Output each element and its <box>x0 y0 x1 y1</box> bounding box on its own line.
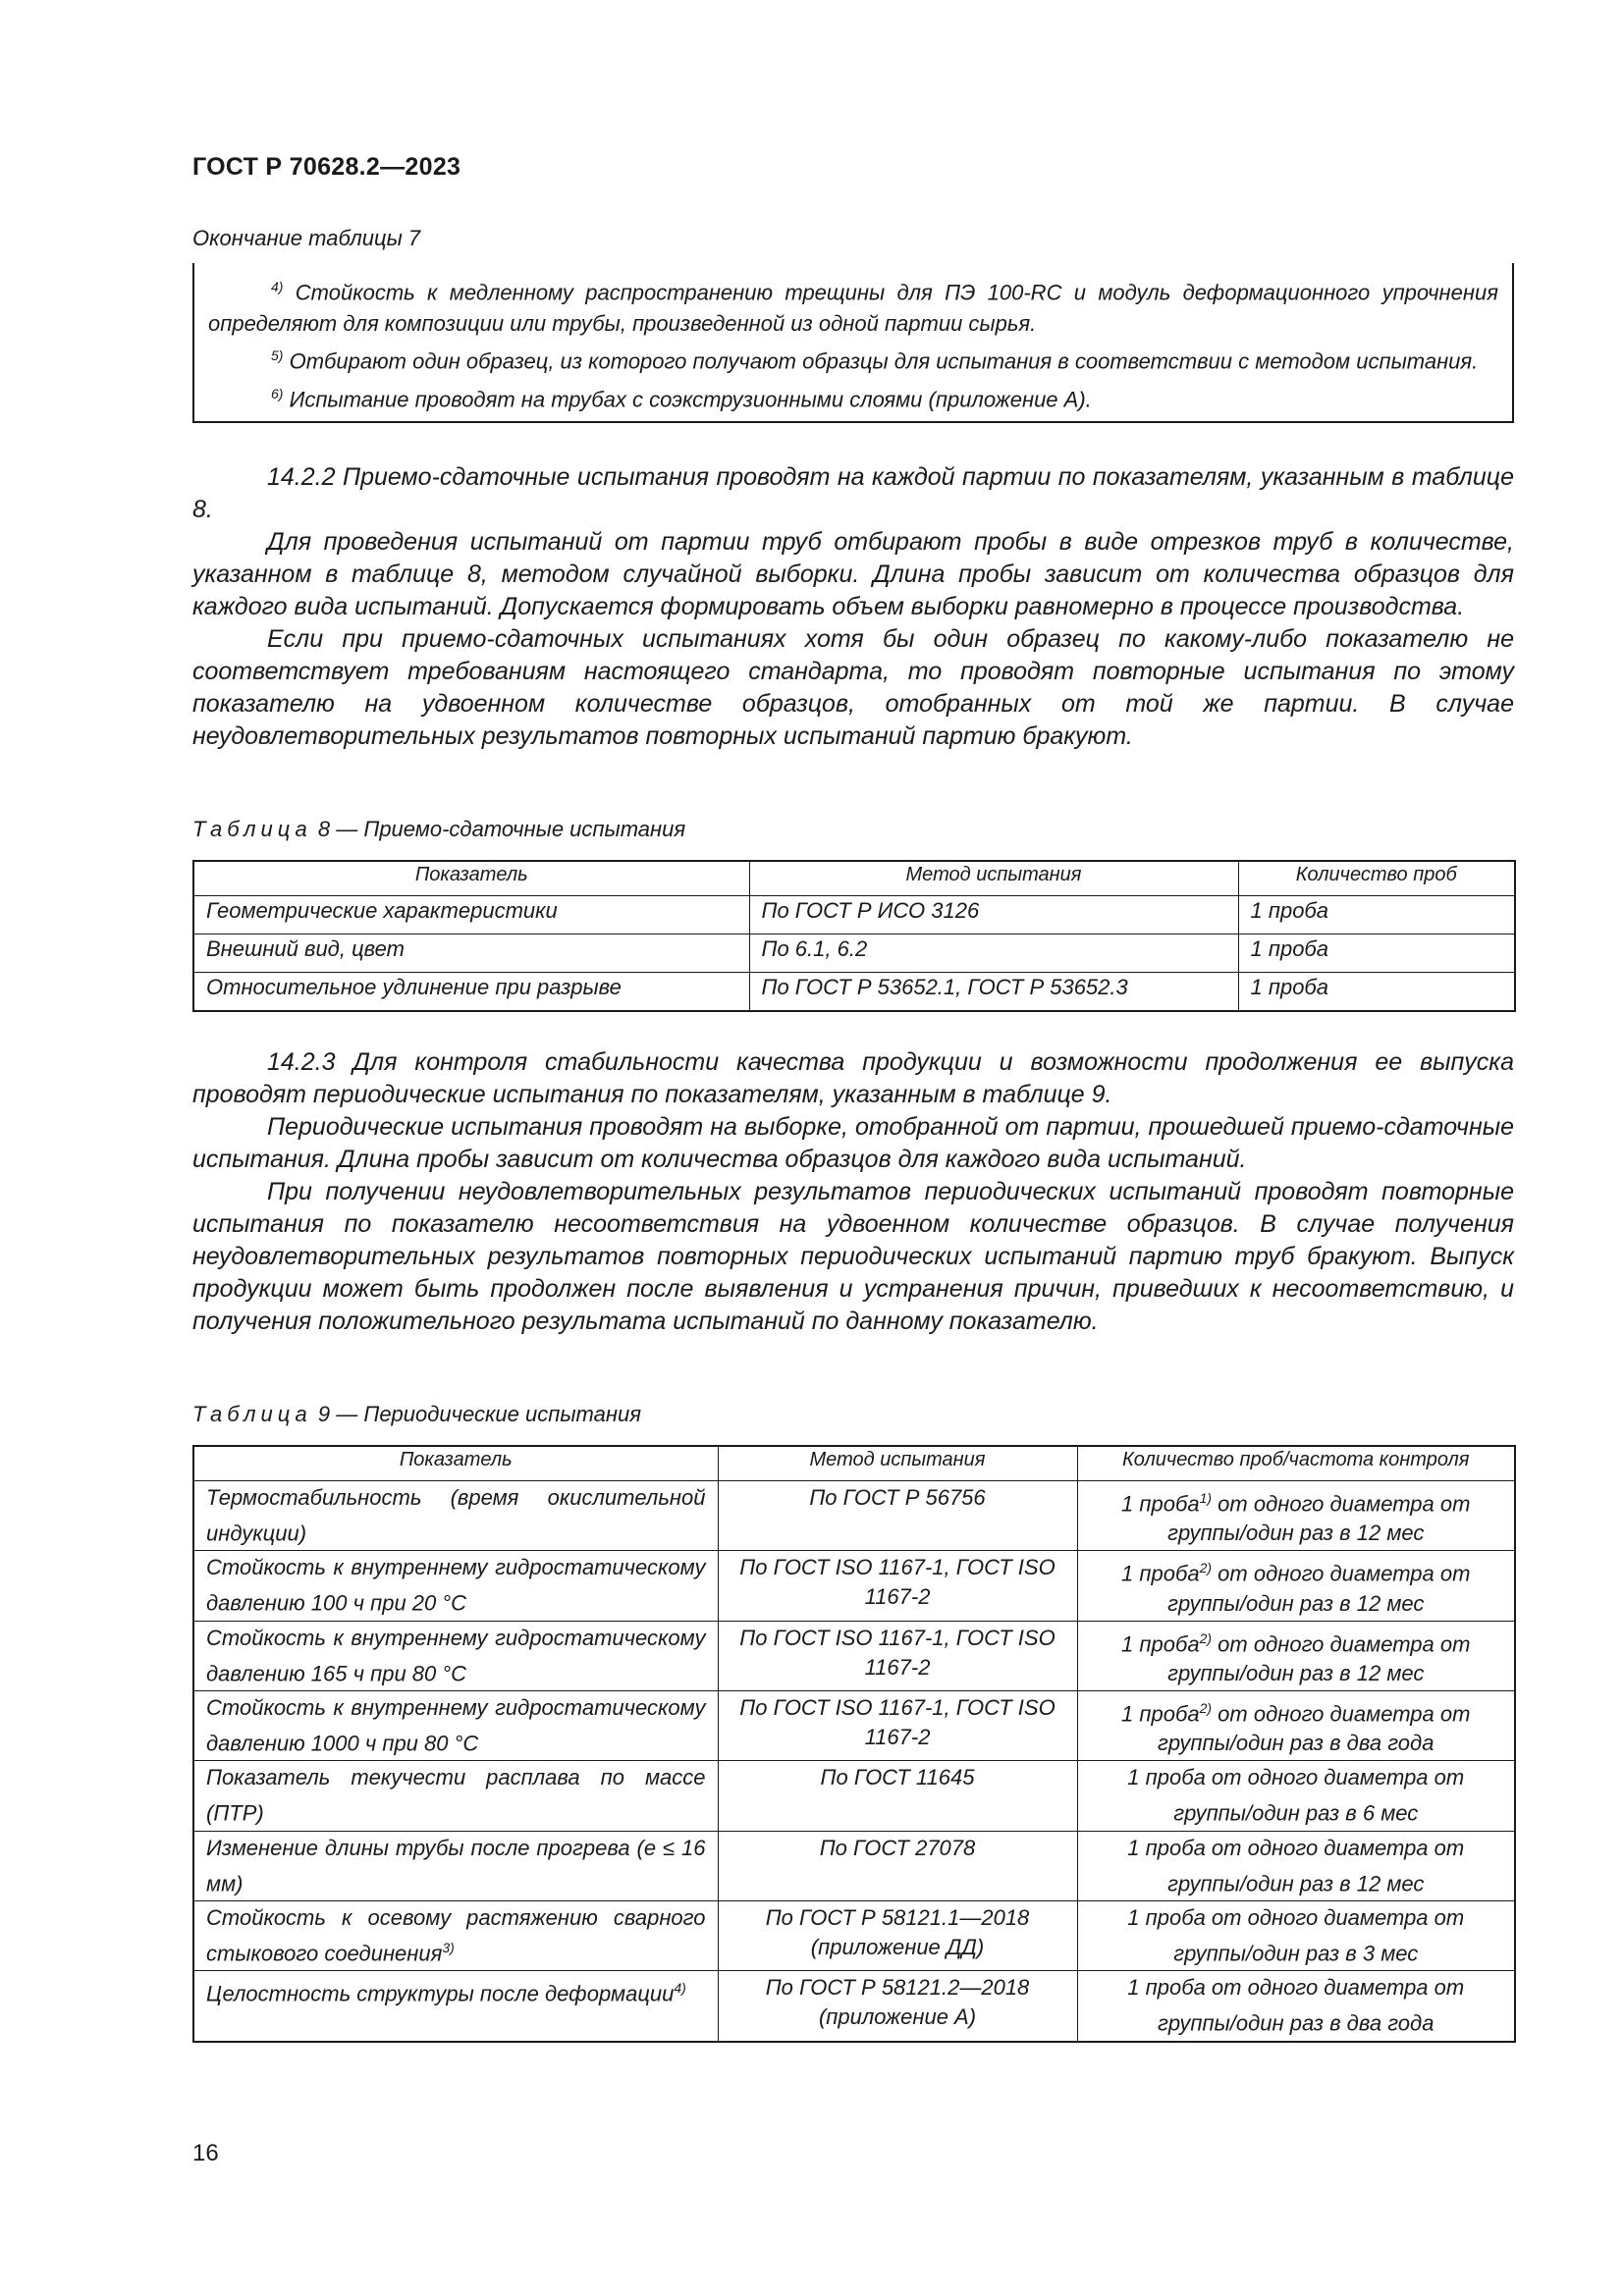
table9-caption-word: Таблица <box>192 1402 312 1426</box>
footnote <box>208 378 1498 415</box>
table-row <box>193 934 1515 973</box>
column-header: Показатель <box>193 861 749 896</box>
table-cell: Внешний вид, цвет <box>193 934 749 973</box>
table-header-row <box>193 861 1515 896</box>
table-row <box>193 973 1515 1012</box>
table-row <box>193 1761 1515 1831</box>
paragraph: Периодические испытания проводят на выборке, отобранной от партии, прошедшей приемо-сдаточные испытания. Длина пробы зависит от количества образцов для каждого вида испытаний. <box>192 1113 1514 1173</box>
indicator-cell: Стойкость к внутреннему гидростатическому давлению 100 ч при 20 °С <box>193 1551 718 1621</box>
paragraph: 14.2.2 Приемо-сдаточные испытания проводят на каждой партии по показателям, указанным в таблице 8. <box>192 463 1514 523</box>
table-cell: 1 проба <box>1238 934 1515 973</box>
method-cell: По ГОСТ 27078 <box>718 1831 1077 1900</box>
footnote-mark: 4) <box>271 279 284 294</box>
table-cell: По ГОСТ Р ИСО 3126 <box>749 896 1238 934</box>
page-number: 16 <box>192 2140 219 2166</box>
footnote <box>208 271 1498 340</box>
table-cell: 1 проба <box>1238 973 1515 1012</box>
quantity-cell: 1 проба от одного диаметра от группы/один раз в 6 мес <box>1077 1761 1515 1831</box>
table-cell: По ГОСТ Р 53652.1, ГОСТ Р 53652.3 <box>749 973 1238 1012</box>
paragraph: Для проведения испытаний от партии труб отбирают пробы в виде отрезков труб в количестве, указанном в таблице 8, методом случайной выборки. Длина пробы зависит от количества образцов для каждого вида испытаний. Допускается формировать объем выборки равномерно в процессе производства. <box>192 528 1514 620</box>
quantity-cell: 1 проба от одного диаметра от группы/один раз в 3 мес <box>1077 1900 1515 1970</box>
quantity-cell: 1 проба$^{2)}$ от одного диаметра от группы/один раз в 12 мес <box>1077 1621 1515 1690</box>
indicator-cell: Целостность структуры после деформации$^{4)}$ <box>193 1971 718 2042</box>
table-row <box>193 1481 1515 1551</box>
table-row <box>193 1621 1515 1690</box>
table8-caption-word: Таблица <box>192 817 312 841</box>
paragraph: Если при приемо-сдаточных испытаниях хотя бы один образец по какому-либо показателю не соответствует требованиям настоящего стандарта, то проводят повторные испытания по этому показателю на удвоенном количестве образцов, отобранных от той же партии. В случае неудовлетворительных результатов повторных испытаний партию бракуют. <box>192 625 1514 750</box>
table-cell: 1 проба <box>1238 896 1515 934</box>
column-header: Метод испытания <box>749 861 1238 896</box>
footnote-text: Отбирают один образец, из которого получают образцы для испытания в соответствии с методом испытания. <box>289 348 1479 374</box>
quantity-cell: 1 проба от одного диаметра от группы/один раз в 12 мес <box>1077 1831 1515 1900</box>
section-14-2-2 <box>192 461 1514 753</box>
method-cell: По ГОСТ ISO 1167-1, ГОСТ ISO 1167-2 <box>718 1690 1077 1760</box>
table9 <box>192 1445 1516 2043</box>
table7-footnotes <box>192 263 1514 423</box>
quantity-cell: 1 проба$^{2)}$ от одного диаметра от группы/один раз в 12 мес <box>1077 1551 1515 1621</box>
table-row <box>193 1551 1515 1621</box>
table-row <box>193 1971 1515 2042</box>
column-header: Показатель <box>193 1446 718 1481</box>
column-header: Количество проб <box>1238 861 1515 896</box>
footnote-text: Испытание проводят на трубах с соэкструзионными слоями (приложение А). <box>289 386 1092 411</box>
table8 <box>192 860 1516 1012</box>
table-cell: По 6.1, 6.2 <box>749 934 1238 973</box>
indicator-cell: Изменение длины трубы после прогрева (е ≤ 16 мм) <box>193 1831 718 1900</box>
indicator-cell: Термостабильность (время окислительной индукции) <box>193 1481 718 1551</box>
paragraph: При получении неудовлетворительных результатов периодических испытаний проводят повторные испытания по показателю несоответствия на удвоенном количестве образцов. В случае получения неудовлетворительных результатов повторных периодических испытаний партию труб бракуют. Выпуск продукции может быть продолжен после выявления и устранения причин, приведших к несоответствию, и получения положительного результата испытаний по данному показателю. <box>192 1178 1514 1335</box>
table-header-row <box>193 1446 1515 1481</box>
method-cell: По ГОСТ 11645 <box>718 1761 1077 1831</box>
quantity-cell: 1 проба от одного диаметра от группы/один раз в два года <box>1077 1971 1515 2042</box>
footnote-text: Стойкость к медленному распространению трещины для ПЭ 100-RC и модуль деформационного упрочнения определяют для композиции или трубы, произведенной из одной партии сырья. <box>208 280 1498 337</box>
table-cell: Относительное удлинение при разрыве <box>193 973 749 1012</box>
quantity-cell: 1 проба$^{2)}$ от одного диаметра от группы/один раз в два года <box>1077 1690 1515 1760</box>
table-row <box>193 896 1515 934</box>
method-cell: По ГОСТ ISO 1167-1, ГОСТ ISO 1167-2 <box>718 1621 1077 1690</box>
indicator-cell: Стойкость к внутреннему гидростатическому давлению 165 ч при 80 °С <box>193 1621 718 1690</box>
paragraph: 14.2.3 Для контроля стабильности качества продукции и возможности продолжения ее выпуска проводят периодические испытания по показателям, указанным в таблице 9. <box>192 1048 1514 1108</box>
table8-caption <box>192 817 685 842</box>
footnote-mark: 6) <box>271 385 284 401</box>
method-cell: По ГОСТ Р 58121.1—2018 (приложение ДД) <box>718 1900 1077 1970</box>
footnote <box>208 340 1498 377</box>
table-row <box>193 1900 1515 1970</box>
table-cell: Геометрические характеристики <box>193 896 749 934</box>
indicator-cell: Стойкость к осевому растяжению сварного стыкового соединения$^{3)}$ <box>193 1900 718 1970</box>
footnote-mark: 5) <box>271 347 284 364</box>
table-row <box>193 1831 1515 1900</box>
table9-caption <box>192 1402 641 1427</box>
table-row <box>193 1690 1515 1760</box>
indicator-cell: Показатель текучести расплава по массе (ПТР) <box>193 1761 718 1831</box>
column-header: Количество проб/частота контроля <box>1077 1446 1515 1481</box>
section-14-2-3 <box>192 1046 1514 1338</box>
method-cell: По ГОСТ Р 58121.2—2018 (приложение А) <box>718 1971 1077 2042</box>
column-header: Метод испытания <box>718 1446 1077 1481</box>
indicator-cell: Стойкость к внутреннему гидростатическому давлению 1000 ч при 80 °С <box>193 1690 718 1760</box>
document-code: ГОСТ Р 70628.2—2023 <box>192 153 461 181</box>
method-cell: По ГОСТ Р 56756 <box>718 1481 1077 1551</box>
method-cell: По ГОСТ ISO 1167-1, ГОСТ ISO 1167-2 <box>718 1551 1077 1621</box>
quantity-cell: 1 проба$^{1)}$ от одного диаметра от группы/один раз в 12 мес <box>1077 1481 1515 1551</box>
table-continuation-label: Окончание таблицы 7 <box>192 226 421 250</box>
table9-caption-text: 9 — Периодические испытания <box>317 1402 641 1426</box>
table8-caption-text: 8 — Приемо-сдаточные испытания <box>317 817 686 841</box>
